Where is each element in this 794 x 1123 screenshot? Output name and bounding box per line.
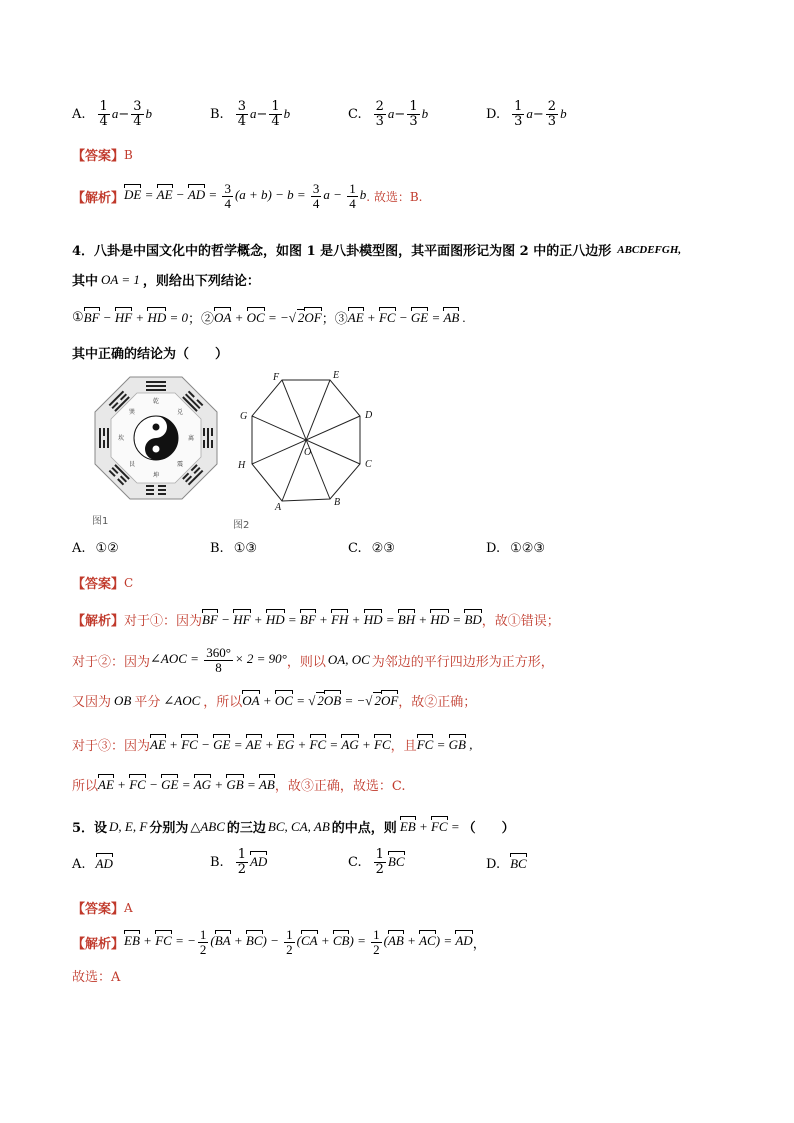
polygon-name: ABCDEFGH, (617, 243, 682, 256)
option-letter: D. (486, 856, 501, 872)
explain-text: 对于③：因为 (72, 739, 151, 754)
q3-option-b[interactable] (210, 100, 290, 128)
fraction: $\frac{3}{4}$ (133, 99, 142, 129)
fraction: $\frac{1}{3}$ (514, 99, 523, 129)
q5-answer (72, 898, 133, 917)
answer-value: A (124, 900, 133, 915)
trigram-label: 坤 (152, 472, 160, 479)
option-text: ②③ (371, 541, 395, 556)
q5-option-d[interactable] (486, 856, 527, 872)
vector-a: a (387, 106, 395, 122)
vector-b: b (421, 106, 429, 122)
stem-text: （ ） (462, 821, 515, 836)
q5-option-c[interactable] (348, 848, 405, 876)
answer-value: B (124, 147, 133, 162)
q4-answer (72, 573, 133, 592)
q4-stem-line4 (72, 343, 228, 362)
q4-explanation-line5 (72, 775, 405, 794)
vertex-label-g: G (240, 411, 248, 422)
option-letter: C. (348, 854, 362, 870)
option-letter: A. (72, 856, 86, 872)
option-letter: A. (72, 541, 86, 556)
q3-option-a[interactable] (72, 100, 152, 128)
vertex-label-a: A (275, 502, 282, 513)
explain-formula: ∠AOC = $\frac{360^\circ}{8}$ × 2 = 90° (150, 645, 287, 675)
explain-formula: BF − HF + HD = BF + FH + HD = BH + HD = BD (202, 611, 482, 627)
stem-text: 分别为 (149, 821, 189, 836)
conclusion-marker: ；③ (321, 312, 348, 327)
explain-text: ，故①错误； (481, 614, 560, 629)
q5-option-b[interactable] (210, 848, 267, 876)
stem-formula: OA = 1 (101, 271, 140, 287)
stem-formula: △ABC (190, 818, 225, 834)
option-letter: B. (210, 854, 224, 870)
stem-formula: BC, CA, AB (267, 818, 330, 834)
option-vector: BC (387, 854, 405, 870)
option-vector: BC (510, 856, 527, 871)
explain-text: 所以 (72, 779, 99, 794)
fraction: $\frac{1}{3}$ (409, 99, 418, 129)
q5-conclusion (72, 966, 120, 985)
q4-explanation-line3 (72, 691, 476, 710)
explain-label: 【解析】 (72, 190, 125, 206)
explain-text: 又因为 (72, 695, 112, 710)
explain-text: ，且 (390, 739, 417, 754)
explain-tail: ， (472, 936, 486, 952)
vertex-label-e: E (333, 370, 340, 381)
explain-text: 对于①：因为 (124, 614, 203, 629)
option-letter: A. (72, 106, 86, 122)
q5-stem (72, 817, 515, 836)
option-text: ①② (95, 541, 119, 556)
answer-label: 【答案】 (72, 577, 125, 592)
explain-text: ，故③正确，故选：C. (274, 779, 406, 794)
q4-conclusions (72, 308, 466, 327)
conclusion-formula-3: AE + FC − GE = AB . (347, 309, 466, 325)
q4-option-c[interactable] (348, 541, 395, 556)
option-vector: AD (95, 856, 113, 871)
bagua-figure (93, 375, 219, 501)
answer-label: 【答案】 (72, 902, 125, 917)
conclusion-formula-2: OA + OC = −√ 2OF (214, 310, 322, 325)
figure-2-caption: 图2 (233, 520, 250, 531)
vector-a: a (111, 106, 119, 122)
minus-sign: − (256, 106, 268, 122)
vector-a: a (526, 106, 533, 122)
trigram-label: 艮 (128, 461, 136, 468)
option-letter: D. (486, 106, 501, 122)
stem-text: 5．设 (72, 821, 108, 836)
q4-stem-line2 (72, 270, 260, 289)
explain-formula: ∠AOC (163, 692, 201, 708)
center-label-o: O (304, 447, 312, 458)
answer-label: 【答案】 (72, 149, 125, 164)
trigram-label: 坎 (117, 435, 125, 442)
option-letter: C. (348, 106, 362, 122)
q3-option-c[interactable] (348, 100, 428, 128)
explain-text: ，故②正确； (398, 695, 477, 710)
q4-option-a[interactable] (72, 541, 119, 556)
explain-formula: FC = GB , (416, 736, 473, 752)
option-text: ①③ (233, 541, 257, 556)
explain-text: 平分 (134, 695, 161, 710)
stem-formula: D, E, F (109, 818, 148, 834)
vector-b: b (560, 106, 567, 122)
minus-sign: − (394, 106, 406, 122)
q4-explanation-line1 (72, 610, 560, 629)
yin-yang-icon (134, 416, 178, 460)
conclusion-marker: ① (72, 310, 84, 325)
explain-formula: DE = AE − AD = $\frac{3}{4}$ (a + b) − b = $\frac{3}{4}$ a − $\frac{1}{4}$ b (124, 181, 367, 211)
option-text: ①②③ (510, 541, 546, 556)
q4-stem-line1 (72, 240, 681, 259)
fraction: $\frac{1}{2}$ (375, 847, 384, 877)
stem-text: ，则给出下列结论： (142, 274, 260, 289)
option-letter: B. (210, 541, 224, 556)
explain-formula: OA + OC = √ 2OB = −√ 2OF (242, 693, 399, 708)
trigram-label: 乾 (152, 398, 160, 405)
stem-formula: EB + FC = (399, 818, 460, 834)
vertex-label-b: B (334, 497, 341, 508)
option-vector: AD (249, 854, 268, 870)
option-letter: D. (486, 541, 501, 556)
figure-1-caption: 图1 (92, 516, 109, 527)
fraction: $\frac{3}{4}$ (237, 99, 246, 129)
explain-text: ，则以 (286, 654, 326, 670)
q4-option-b[interactable] (210, 541, 257, 556)
answer-value: C (124, 575, 134, 590)
trigram-label: 震 (176, 461, 184, 468)
explain-text: 对于②：因为 (72, 654, 151, 670)
q3-explanation (72, 182, 422, 210)
vector-b: b (283, 106, 291, 122)
explain-tail: . 故选：B. (366, 189, 423, 204)
stem-text: 其中 (72, 274, 99, 289)
minus-sign: − (118, 106, 130, 122)
q5-explanation (72, 928, 486, 956)
vector-a: a (249, 106, 257, 122)
fraction: $\frac{1}{4}$ (271, 99, 280, 129)
fraction: $\frac{2}{3}$ (547, 99, 557, 129)
stem-text: 其中正确的结论为（ ） (72, 347, 229, 362)
vertex-label-d: D (365, 410, 373, 421)
q3-answer (72, 145, 133, 164)
trigram-label: 离 (187, 435, 195, 442)
fraction: $\frac{1}{4}$ (99, 99, 108, 129)
explain-text: 为邻边的平行四边形为正方形， (371, 654, 554, 670)
explain-label: 【解析】 (72, 614, 125, 629)
vertex-label-h: H (238, 460, 246, 471)
option-letter: C. (348, 541, 362, 556)
trigram-label: 巽 (128, 409, 136, 416)
stem-text: 的三边 (226, 821, 266, 836)
vertex-label-c: C (365, 459, 372, 470)
fraction: $\frac{2}{3}$ (375, 99, 384, 129)
vector-b: b (145, 106, 152, 122)
q5-option-a[interactable] (72, 856, 113, 872)
explain-formula: AE + FC − GE = AE + EG + FC = AG + FC (150, 736, 391, 752)
explain-formula: EB + FC = − $\frac{1}{2}$ (BA + BC) − $\frac{1}{2}$ (CA + CB) = $\frac{1}{2}$ (AB + AC) = AD (124, 927, 473, 957)
conclusion-text: 故选：A (72, 970, 121, 985)
explain-formula: OB (114, 692, 132, 708)
q4-option-d[interactable] (486, 541, 545, 556)
conclusion-marker: ；② (188, 312, 215, 327)
conclusion-formula-1: BF − HF + HD = 0 (83, 309, 189, 325)
trigram-label: 兑 (176, 409, 184, 416)
option-letter: B. (210, 106, 224, 122)
fraction: $\frac{1}{2}$ (237, 847, 246, 877)
vertex-label-f: F (273, 372, 280, 383)
explain-label: 【解析】 (72, 936, 125, 952)
q4-explanation-line2 (72, 646, 554, 674)
stem-text: 4．八卦是中国文化中的哲学概念，如图 1 是八卦模型图，其平面图形记为图 2 中的正八边形 (72, 244, 612, 259)
stem-text: 的中点，则 (331, 821, 397, 836)
q4-explanation-line4 (72, 735, 472, 754)
explain-text: ，所以 (203, 695, 243, 710)
q3-option-d[interactable] (486, 100, 567, 128)
octagon-figure (232, 368, 392, 513)
minus-sign: − (532, 106, 544, 122)
explain-formula: OA, OC (327, 652, 370, 668)
explain-formula: AE + FC − GE = AG + GB = AB (98, 776, 275, 792)
